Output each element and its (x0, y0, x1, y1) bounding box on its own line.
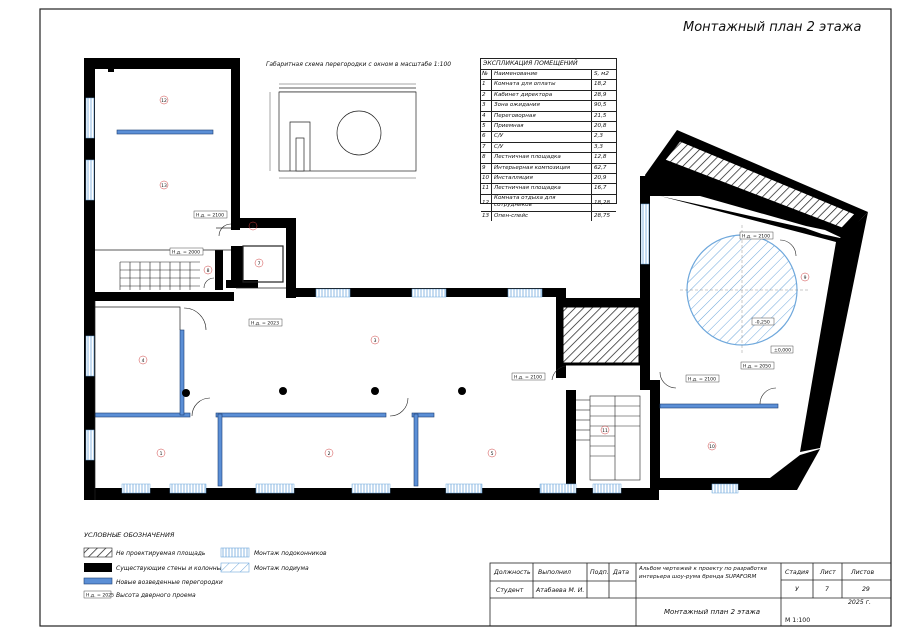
existing-walls (84, 58, 770, 500)
svg-text:1: 1 (159, 452, 163, 457)
svg-text:7: 7 (825, 586, 829, 593)
room-marker-9 (801, 273, 809, 281)
svg-text:9: 9 (803, 276, 807, 281)
svg-text:-0,250: -0,250 (755, 320, 770, 326)
svg-text:Лист: Лист (820, 569, 836, 576)
room-marker-11 (601, 426, 609, 434)
svg-text:М 1:100: М 1:100 (785, 617, 811, 624)
legend-swatch-sills (221, 548, 249, 557)
schema-title: Габаритная схема перегородки с окном в масштабе 1:100 (266, 61, 452, 68)
door-tag (512, 373, 545, 381)
partition-schema (266, 61, 451, 178)
svg-text:7: 7 (257, 262, 261, 267)
svg-text:Н.д. = 2100: Н.д. = 2100 (688, 377, 717, 383)
svg-text:12: 12 (161, 99, 167, 104)
room-marker-8 (204, 266, 212, 274)
room-marker-13 (160, 181, 168, 189)
svg-text:8: 8 (206, 269, 210, 274)
table-row: 12 Комната отдыха для сотрудников 18,28 (481, 195, 616, 212)
svg-text:6: 6 (251, 225, 255, 230)
legend-title: УСЛОВНЫЕ ОБОЗНАЧЕНИЯ (84, 531, 175, 539)
legend-swatch-partitions (84, 578, 112, 584)
svg-text:Монтаж подоконников: Монтаж подоконников (254, 550, 327, 557)
door-tag (194, 211, 227, 219)
title-block-text (493, 565, 874, 624)
svg-text:Листов: Листов (851, 569, 875, 576)
svg-text:Новые возведенные перегородки: Новые возведенные перегородки (116, 579, 223, 586)
svg-text:3: 3 (373, 339, 377, 344)
table-row: 7 С/У 3,3 (481, 143, 616, 153)
table-row: 1 Комната для оплаты 18,2 (481, 80, 616, 90)
room-marker-4 (139, 356, 147, 364)
door-tag (740, 232, 773, 240)
project-description: Альбом чертежей к проекту по разработке интерьера шоу-рума бренда SUPAFORM (639, 566, 768, 580)
svg-text:4: 4 (141, 359, 145, 364)
room-marker-5 (488, 449, 496, 457)
svg-text:29: 29 (862, 586, 870, 593)
legend-swatch-hatched (84, 548, 112, 557)
svg-text:Н.д. = 2025: Н.д. = 2025 (86, 593, 115, 599)
room-marker-7 (255, 259, 263, 267)
table-row: 3 Зона ожидания 90,5 (481, 101, 616, 111)
svg-text:±0,000: ±0,000 (774, 348, 792, 354)
svg-text:Подп.: Подп. (590, 569, 609, 576)
svg-text:2025 г.: 2025 г. (848, 599, 871, 606)
table-row: 5 Приемная 20,8 (481, 122, 616, 132)
svg-text:Студент: Студент (496, 587, 524, 594)
table-row: 8 Лестничная площадка 12,8 (481, 153, 616, 163)
door-tag (249, 319, 282, 327)
svg-text:Н.д. = 2100: Н.д. = 2100 (514, 375, 543, 381)
table-row: 6 С/У 2,3 (481, 132, 616, 142)
round-columns (182, 387, 466, 397)
door-tag (170, 248, 203, 256)
wing-bottom-wall (770, 449, 820, 490)
room-marker-3 (371, 336, 379, 344)
svg-text:У: У (795, 586, 799, 593)
schema-drawing (270, 84, 416, 178)
table-row: 10 Инсталляция 20,9 (481, 174, 616, 184)
table-row: 9 Интерьерная композиция 62,7 (481, 164, 616, 174)
svg-text:Монтаж подиума: Монтаж подиума (254, 565, 309, 572)
table-row: 13 Опен-спейс 28,75 (481, 212, 616, 221)
svg-text:Н.д. = 2100: Н.д. = 2100 (742, 234, 771, 240)
door-tag (686, 375, 719, 383)
table-row: 4 Переговорная 21,5 (481, 112, 616, 122)
legend-swatch-walls (84, 563, 112, 572)
room-marker-2 (325, 449, 333, 457)
explication-header-row: № Наименование S, м2 (481, 70, 616, 80)
explication-table (480, 58, 617, 219)
svg-text:Н.д. = 2000: Н.д. = 2000 (172, 250, 201, 256)
svg-text:Не проектируемая площадь: Не проектируемая площадь (116, 550, 206, 557)
interior-lines (95, 228, 286, 500)
stamp-sheet-name: Монтажный план 2 этажа (664, 608, 761, 616)
legend (84, 531, 327, 599)
svg-text:10: 10 (709, 445, 715, 450)
svg-text:Высота дверного проема: Высота дверного проема (116, 592, 196, 599)
room-marker-12 (160, 96, 168, 104)
room-marker-10 (708, 442, 716, 450)
explication-title: ЭКСПЛИКАЦИЯ ПОМЕЩЕНИЙ (481, 59, 616, 70)
svg-text:Дата: Дата (613, 569, 630, 576)
svg-text:Выполнил: Выполнил (538, 569, 571, 576)
table-row: 2 Кабинет директора 28,9 (481, 91, 616, 101)
svg-text:Н.д. = 2100: Н.д. = 2100 (196, 213, 225, 219)
legend-swatch-podium (221, 563, 249, 572)
door-tag (741, 362, 774, 370)
table-row: 11 Лестничная площадка 16,7 (481, 184, 616, 194)
svg-text:Н.д. = 2023: Н.д. = 2023 (251, 321, 280, 327)
floor-plan (84, 58, 868, 500)
svg-text:2: 2 (327, 452, 331, 457)
hatched-shaft (562, 306, 640, 364)
svg-text:13: 13 (161, 184, 167, 189)
svg-text:Атабаева М. И.: Атабаева М. И. (536, 587, 585, 594)
svg-text:5: 5 (490, 452, 494, 457)
svg-text:Н.д. = 2050: Н.д. = 2050 (743, 364, 772, 370)
room-marker-1 (157, 449, 165, 457)
svg-text:Должность: Должность (494, 569, 531, 576)
svg-text:Существующие стены и колонны: Существующие стены и колонны (116, 565, 222, 572)
svg-text:11: 11 (602, 429, 608, 434)
stairs-left (120, 262, 200, 290)
stairs-right (576, 396, 640, 480)
sheet-title: Монтажный план 2 этажа (683, 20, 862, 35)
svg-text:Стадия: Стадия (785, 569, 809, 576)
